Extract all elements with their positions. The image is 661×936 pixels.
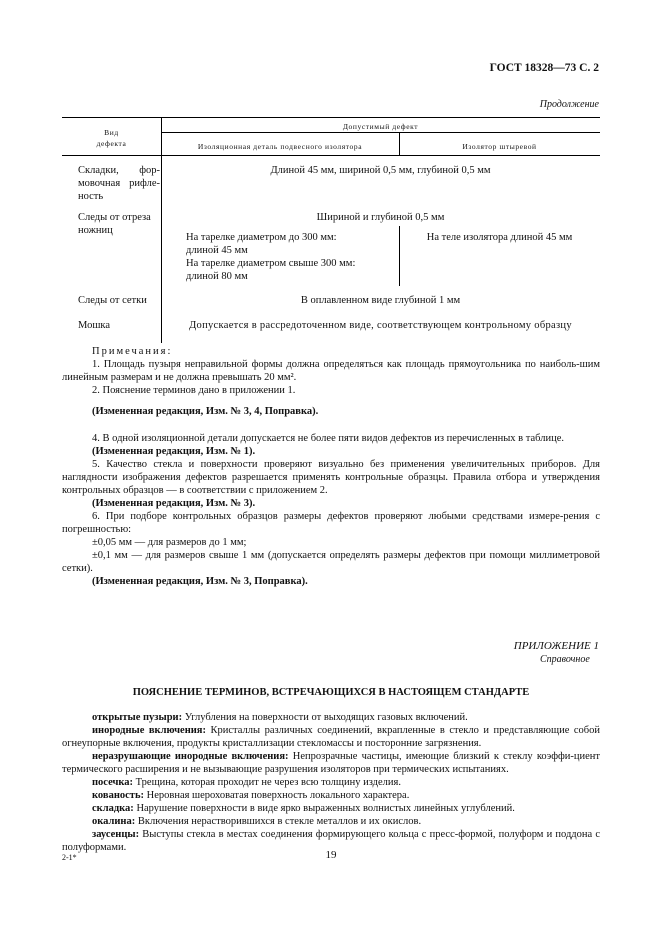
table-header-bottom-rule: [62, 155, 600, 156]
term-definition: Включения нерастворившихся в стекле металлов и их окислов.: [135, 816, 422, 827]
term-name: посечка:: [92, 777, 134, 788]
term-roughness: [62, 789, 600, 802]
paragraph-6-revision: (Измененная редакция, Изм. № 3, Поправка).: [92, 576, 308, 587]
table-top-rule: [62, 117, 600, 118]
paragraph-6-item-b: ±0,1 мм — для размеров свыше 1 мм (допускается определять размеры дефектов при помощи миллиметровой сетки).: [62, 550, 600, 574]
cell-line: длиной 80 мм: [186, 271, 248, 282]
table-row-2-kind: [78, 211, 160, 237]
note-1: 1. Площадь пузыря неправильной формы должна определяться как площадь прямоугольника по наиболь-шим линейным размерам и не должна превышать 20 мм².: [62, 359, 600, 383]
footer-mark: 2-1*: [62, 853, 77, 862]
table-row-4-value: Допускается в рассредоточенном виде, соответствующем контрольному образцу: [189, 320, 572, 331]
kind-line: ность: [78, 191, 104, 202]
appendix-label: ПРИЛОЖЕНИЕ 1: [513, 640, 599, 652]
paragraph-4-revision: (Измененная редакция, Изм. № 1).: [92, 446, 256, 457]
notes-revision: (Измененная редакция, Изм. № 3, 4, Поправка).: [92, 406, 319, 417]
term-definition: Выступы стекла в местах соединения формирующего кольца с пресс-формой, полуформ и поддона с полуформами.: [62, 829, 600, 853]
term-name: неразрушающие инородные включения:: [92, 751, 289, 762]
appendix-title: ПОЯСНЕНИЕ ТЕРМИНОВ, ВСТРЕЧАЮЩИХСЯ В НАСТОЯЩЕМ СТАНДАРТЕ: [132, 687, 530, 698]
cell-line: На тарелке диаметром свыше 300 мм:: [186, 258, 356, 269]
term-definition: Кристаллы различных соединений, вкрапленные в стекло и представляющие собой огнеупорные включения, продукты кристаллизации стекломассы и посторонние загрязнения.: [62, 725, 600, 749]
term-nondestructive-inclusions: [62, 750, 600, 776]
term-scale: [62, 815, 600, 828]
document-id: ГОСТ 18328—73 С. 2: [489, 62, 599, 74]
term-name: окалина:: [92, 816, 136, 827]
table-row-4-kind: Мошка: [78, 320, 111, 331]
term-name: складка:: [92, 803, 134, 814]
continuation-label: Продолжение: [539, 99, 599, 110]
kind-line: ножниц: [78, 225, 113, 236]
table-row-3-value: В оплавленном виде глубиной 1 мм: [300, 295, 461, 306]
paragraph-5-revision: (Измененная редакция, Изм. № 3).: [92, 498, 256, 509]
table-row-1-value: Длиной 45 мм, шириной 0,5 мм, глубиной 0,5 мм: [270, 165, 491, 176]
table-row-2-common: Шириной и глубиной 0,5 мм: [316, 212, 445, 223]
paragraph-4: 4. В одной изоляционной детали допускается не более пяти видов дефектов из перечисленных в таблице.: [92, 433, 564, 444]
term-name: заусенцы:: [92, 829, 140, 840]
cell-line: На тарелке диаметром до 300 мм:: [186, 232, 337, 243]
header-kind-line1: Вид: [104, 128, 119, 137]
kind-line: Следы от отреза: [78, 212, 151, 223]
table-row-2-pin-insulator: На теле изолятора длиной 45 мм: [426, 232, 573, 243]
paragraph-6-item-a: ±0,05 мм — для размеров до 1 мм;: [92, 537, 247, 548]
term-fold: [62, 802, 600, 815]
notes-title: Примечания:: [92, 346, 173, 357]
header-kind-line2: дефекта: [96, 139, 127, 148]
appendix-sublabel: Справочное: [540, 654, 590, 665]
term-definition: Неровная шероховатая поверхность локального характера.: [144, 790, 410, 801]
term-definition: Непрозрачные частицы, имеющие близкий к стеклу коэффи-циент термического расширения и не вызывающие разрушения изоляторов при термических испытаниях.: [62, 751, 601, 775]
term-definition: Углубления на поверхности от выходящих газовых включений.: [182, 712, 468, 723]
body-paragraphs: [62, 432, 600, 588]
term-open-bubbles: [62, 711, 600, 724]
note-2: 2. Пояснение терминов дано в приложении 1.: [92, 385, 296, 396]
term-definition: Нарушение поверхности в виде ярко выраженных волнистых линейных углублений.: [133, 803, 515, 814]
table-row-2-insulator-part: [186, 231, 396, 283]
terms-list: [62, 711, 600, 854]
kind-line: Складки, фор-: [78, 165, 160, 176]
term-definition: Трещина, которая проходит не через всю толщину изделия.: [133, 777, 401, 788]
table-row-3-kind: Следы от сетки: [78, 295, 147, 306]
cell-line: длиной 45 мм: [186, 245, 248, 256]
table-row-1-kind: [78, 164, 160, 203]
header-insulator-part: Изоляционная деталь подвесного изолятора: [197, 142, 363, 151]
term-foreign-inclusions: [62, 724, 600, 750]
notes-block: [62, 345, 600, 397]
kind-line: мовочная рифле-: [78, 178, 160, 189]
paragraph-6: 6. При подборе контрольных образцов размеры дефектов проверяют любыми средствами измере-рения с погрешностью:: [62, 511, 600, 535]
page-number: 19: [325, 849, 337, 861]
paragraph-5: 5. Качество стекла и поверхности проверяют визуально без применения увеличительных приборов. Для наглядности изображения дефектов разрешается применять контрольные образцы. Правила отбора и утверждения контрольных образцов — в соответствии с приложением 2.: [62, 459, 600, 496]
header-pin-insulator: Изолятор штыревой: [462, 142, 537, 151]
term-name: инородные включения:: [92, 725, 206, 736]
term-name: открытые пузыри:: [92, 712, 183, 723]
term-crack: [62, 776, 600, 789]
term-name: кованость:: [92, 790, 144, 801]
header-allowed-defect: Допустимый дефект: [342, 122, 419, 131]
